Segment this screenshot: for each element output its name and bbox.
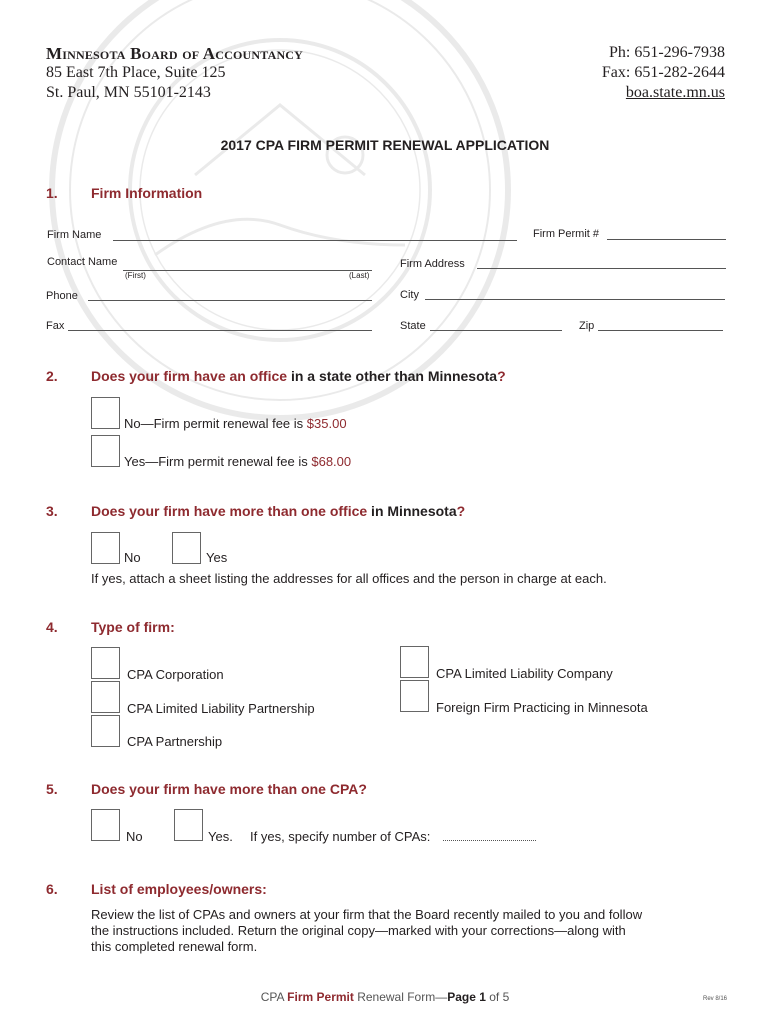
section-6-title: List of employees/owners:: [91, 881, 267, 897]
multi-office-no-checkbox[interactable]: [91, 532, 120, 564]
section-3-question-part3: ?: [456, 503, 466, 519]
revision-date: Rev 8/16: [702, 996, 727, 1002]
cpa-llc-label: CPA Limited Liability Company: [436, 666, 613, 681]
multi-office-yes-label: Yes: [206, 550, 228, 565]
footer-page-number: Page 1: [447, 990, 486, 1004]
section-3-number: 3.: [46, 503, 58, 519]
footer-part-2: Firm Permit: [287, 990, 354, 1004]
firm-name-label: Firm Name: [47, 229, 102, 241]
cpa-llp-label: CPA Limited Liability Partnership: [127, 701, 315, 716]
multi-cpa-yes-checkbox[interactable]: [174, 809, 203, 841]
phone-field[interactable]: [88, 300, 372, 301]
section-2-question-part3: ?: [497, 368, 506, 384]
section-2-question-part1: Does your firm have an office: [91, 368, 288, 384]
zip-label: Zip: [579, 320, 595, 332]
phone-label: Phone: [46, 290, 78, 302]
footer-part-1: CPA: [260, 990, 288, 1004]
firm-address-label: Firm Address: [400, 258, 465, 270]
cpa-corporation-label: CPA Corporation: [127, 667, 224, 682]
cpa-llp-checkbox[interactable]: [91, 681, 120, 713]
section-3-question: [91, 503, 465, 519]
last-name-sublabel: (Last): [349, 271, 370, 280]
section-6-instructions: [91, 907, 642, 955]
section-4-number: 4.: [46, 619, 58, 635]
contact-name-field[interactable]: [123, 270, 372, 271]
foreign-firm-checkbox[interactable]: [400, 680, 429, 712]
section-6-line-3: this completed renewal form.: [91, 939, 258, 954]
phone-number: Ph: 651-296-7938: [609, 44, 725, 61]
cpa-partnership-checkbox[interactable]: [91, 715, 120, 747]
state-label: State: [400, 320, 426, 332]
website-link[interactable]: boa.state.mn.us: [625, 84, 725, 101]
section-4-title: Type of firm:: [91, 619, 175, 635]
address-line-1: 85 East 7th Place, Suite 125: [46, 64, 226, 81]
fax-field[interactable]: [68, 330, 372, 331]
multi-cpa-no-checkbox[interactable]: [91, 809, 120, 841]
section-1-title: Firm Information: [91, 185, 203, 201]
firm-permit-label: Firm Permit #: [533, 228, 599, 240]
yes-other-state-fee: $68.00: [311, 454, 352, 469]
section-6-number: 6.: [46, 881, 58, 897]
city-field[interactable]: [425, 299, 725, 300]
cpa-count-label: If yes, specify number of CPAs:: [250, 829, 431, 844]
section-5-title: Does your firm have more than one CPA?: [91, 781, 367, 797]
city-label: City: [400, 289, 419, 301]
cpa-llc-checkbox[interactable]: [400, 646, 429, 678]
yes-other-state-option: [124, 454, 351, 469]
multi-cpa-yes-label: Yes.: [208, 829, 233, 844]
section-5-number: 5.: [46, 781, 58, 797]
section-2-question-part2: in a state other than Minnesota: [287, 368, 498, 384]
section-2-question: [91, 368, 506, 384]
state-field[interactable]: [430, 330, 562, 331]
fax-label: Fax: [46, 320, 65, 332]
fax-number: Fax: 651-282-2644: [601, 64, 725, 81]
no-other-state-option: [124, 416, 347, 431]
cpa-corporation-checkbox[interactable]: [91, 647, 120, 679]
firm-permit-field[interactable]: [607, 239, 726, 240]
firm-address-field[interactable]: [477, 268, 726, 269]
cpa-partnership-label: CPA Partnership: [127, 734, 223, 749]
firm-name-field[interactable]: [113, 240, 517, 241]
first-name-sublabel: (First): [125, 271, 146, 280]
section-6-line-1: Review the list of CPAs and owners at your firm that the Board recently mailed to you and follow: [91, 907, 643, 922]
address-line-2: St. Paul, MN 55101-2143: [46, 84, 211, 101]
foreign-firm-label: Foreign Firm Practicing in Minnesota: [436, 700, 648, 715]
multi-office-yes-checkbox[interactable]: [172, 532, 201, 564]
footer-part-3: Renewal Form—: [353, 990, 448, 1004]
page-footer: [0, 990, 770, 1004]
form-title: 2017 CPA FIRM PERMIT RENEWAL APPLICATION: [220, 137, 550, 153]
no-other-state-checkbox[interactable]: [91, 397, 120, 429]
section-3-question-part2: in Minnesota: [367, 503, 457, 519]
multi-office-note: If yes, attach a sheet listing the addresses for all offices and the person in charge at each.: [91, 571, 607, 586]
multi-cpa-no-label: No: [126, 829, 143, 844]
yes-other-state-label: Yes—Firm permit renewal fee is: [124, 454, 312, 469]
zip-field[interactable]: [598, 330, 723, 331]
org-name: Minnesota Board of Accountancy: [46, 44, 304, 63]
section-3-question-part1: Does your firm have more than one office: [91, 503, 368, 519]
yes-other-state-checkbox[interactable]: [91, 435, 120, 467]
no-other-state-label: No—Firm permit renewal fee is: [124, 416, 307, 431]
section-1-number: 1.: [46, 185, 58, 201]
footer-part-5: of 5: [485, 990, 510, 1004]
multi-office-no-label: No: [124, 550, 141, 565]
section-6-line-2: the instructions included. Return the original copy—marked with your corrections—along with: [91, 923, 626, 938]
section-2-number: 2.: [46, 368, 58, 384]
cpa-count-field[interactable]: [443, 840, 536, 841]
no-other-state-fee: $35.00: [306, 416, 347, 431]
contact-name-label: Contact Name: [47, 256, 118, 268]
